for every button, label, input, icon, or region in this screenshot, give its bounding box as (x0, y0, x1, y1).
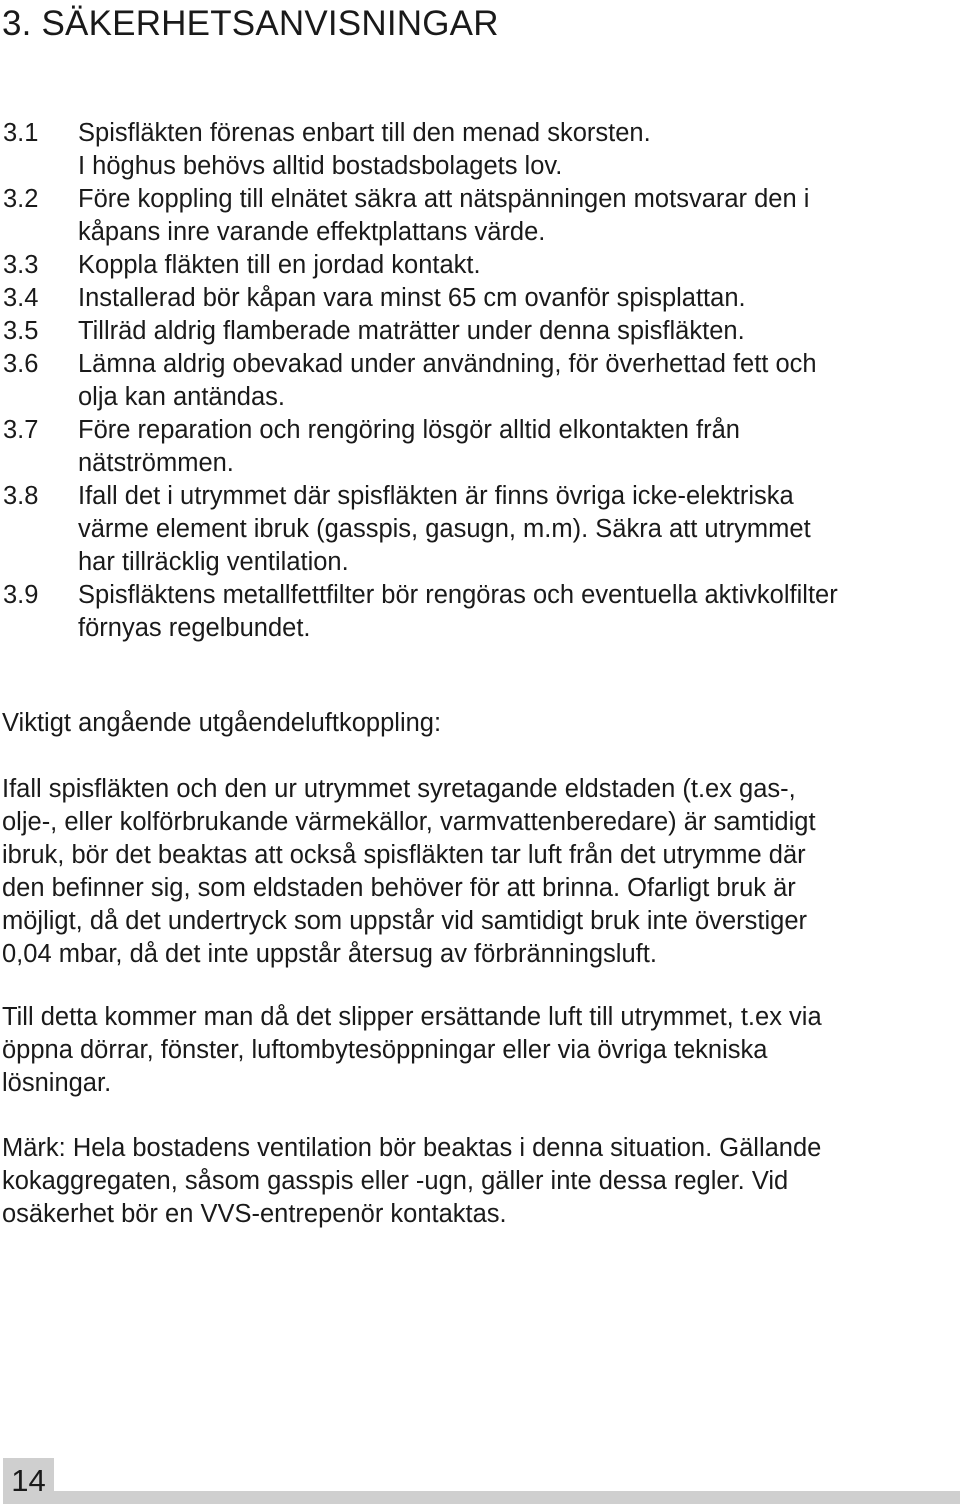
item-text-line: nätströmmen. (78, 449, 234, 477)
list-item (0, 315, 950, 348)
item-text (78, 282, 950, 315)
paragraph-mark (2, 1132, 947, 1231)
item-number: 3.6 (3, 350, 39, 378)
item-text-line: I höghus behövs alltid bostadsbolagets lov. (78, 152, 563, 180)
item-number: 3.2 (3, 185, 39, 213)
item-text (78, 183, 950, 249)
list-item (0, 282, 950, 315)
item-text (78, 117, 950, 183)
paragraph-line: öppna dörrar, fönster, luftombytesöppningar eller via övriga tekniska (2, 1036, 768, 1064)
item-text (78, 348, 950, 414)
paragraph-line: Till detta kommer man då det slipper ersättande luft till utrymmet, t.ex via (2, 1003, 822, 1031)
item-text-line: förnyas regelbundet. (78, 614, 311, 642)
item-text-line: Lämna aldrig obevakad under användning, för överhettad fett och (78, 350, 817, 378)
item-text-line: har tillräcklig ventilation. (78, 548, 349, 576)
item-text-line: Installerad bör kåpan vara minst 65 cm ovanför spisplattan. (78, 284, 746, 312)
item-text (78, 249, 950, 282)
item-text (78, 315, 950, 348)
paragraph-line: 0,04 mbar, då det inte uppstår återsug av förbränningsluft. (2, 940, 657, 968)
list-item (0, 579, 950, 645)
paragraph-ersattande-luft (2, 1001, 947, 1100)
item-text-line: Före reparation och rengöring lösgör alltid elkontakten från (78, 416, 740, 444)
item-text-line: Ifall det i utrymmet där spisfläkten är finns övriga icke-elektriska (78, 482, 794, 510)
paragraph-line: Märk: Hela bostadens ventilation bör beaktas i denna situation. Gällande (2, 1134, 822, 1162)
paragraph-line: lösningar. (2, 1069, 112, 1097)
list-item (0, 480, 950, 579)
section-heading: 3. SÄKERHETSANVISNINGAR (2, 4, 499, 43)
item-text-line: Koppla fläkten till en jordad kontakt. (78, 251, 481, 279)
list-item (0, 348, 950, 414)
list-item (0, 183, 950, 249)
list-item (0, 249, 950, 282)
item-text-line: olja kan antändas. (78, 383, 285, 411)
item-number: 3.8 (3, 482, 39, 510)
paragraph-line: Ifall spisfläkten och den ur utrymmet syretagande eldstaden (t.ex gas-, (2, 775, 796, 803)
safety-instructions-list (0, 117, 950, 645)
item-number: 3.1 (3, 119, 39, 147)
paragraph-line: den befinner sig, som eldstaden behöver för att brinna. Ofarligt bruk är (2, 874, 796, 902)
item-text (78, 579, 950, 645)
list-item (0, 414, 950, 480)
item-number: 3.9 (3, 581, 39, 609)
item-text (78, 414, 950, 480)
item-text-line: Spisfläktens metallfettfilter bör rengöras och eventuella aktivkolfilter (78, 581, 838, 609)
paragraph-line: möjligt, då det undertryck som uppstår vid samtidigt bruk inte överstiger (2, 907, 808, 935)
item-number: 3.5 (3, 317, 39, 345)
item-number: 3.7 (3, 416, 39, 444)
item-text-line: Före koppling till elnätet säkra att nätspänningen motsvarar den i (78, 185, 810, 213)
page-number: 14 (3, 1458, 54, 1504)
item-text-line: Tillräd aldrig flamberade maträtter under denna spisfläkten. (78, 317, 745, 345)
paragraph-line: ibruk, bör det beaktas att också spisfläkten tar luft från det utrymme där (2, 841, 806, 869)
paragraph-undertryck (2, 773, 947, 971)
footer-bar (54, 1491, 960, 1504)
paragraph-line: olje-, eller kolförbrukande värmekällor, varmvattenberedare) är samtidigt (2, 808, 816, 836)
list-item (0, 117, 950, 183)
subheading: Viktigt angående utgåendeluftkoppling: (2, 709, 442, 737)
item-text-line: värme element ibruk (gasspis, gasugn, m.m). Säkra att utrymmet (78, 515, 811, 543)
item-number: 3.3 (3, 251, 39, 279)
item-number: 3.4 (3, 284, 39, 312)
item-text (78, 480, 950, 579)
paragraph-line: osäkerhet bör en VVS-entrepenör kontaktas. (2, 1200, 507, 1228)
item-text-line: kåpans inre varande effektplattans värde. (78, 218, 546, 246)
paragraph-line: kokaggregaten, såsom gasspis eller -ugn, gäller inte dessa regler. Vid (2, 1167, 789, 1195)
item-text-line: Spisfläkten förenas enbart till den menad skorsten. (78, 119, 651, 147)
